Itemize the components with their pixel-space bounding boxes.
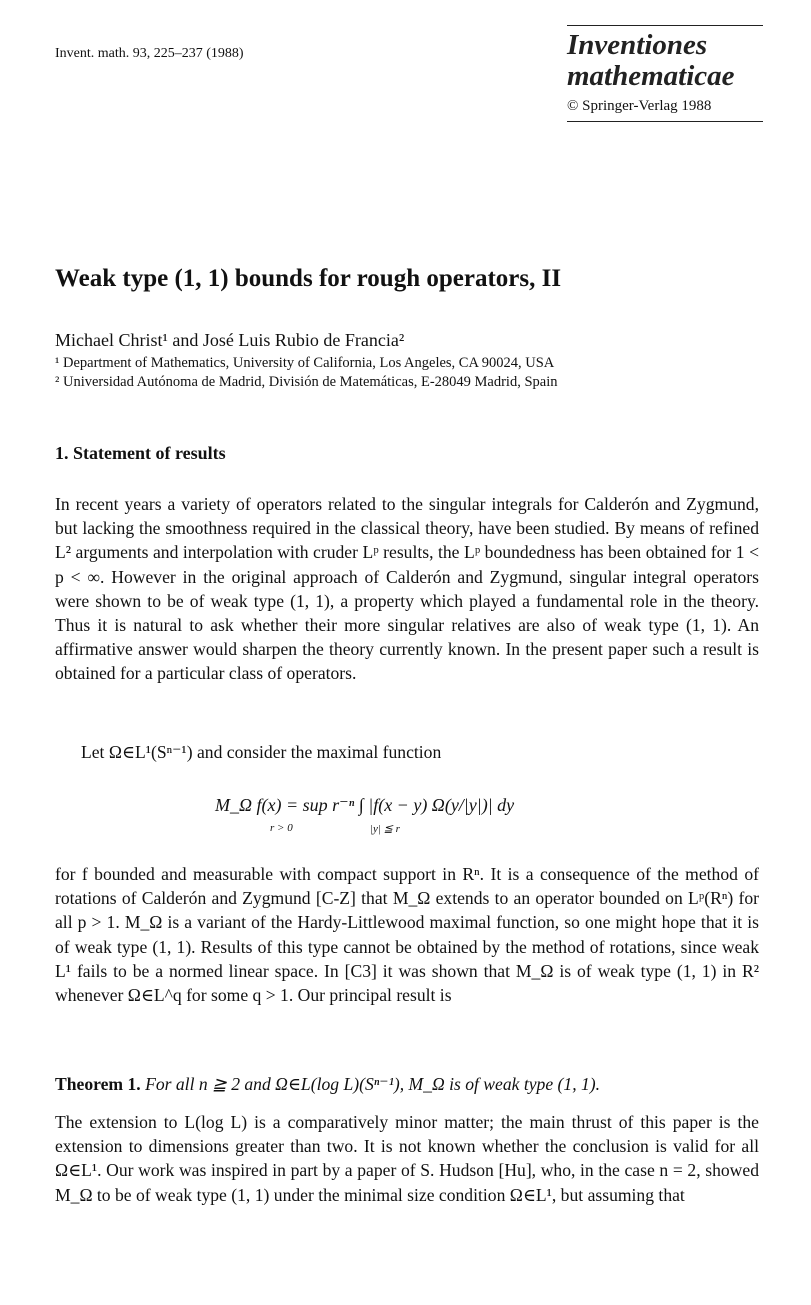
citation: Invent. math. 93, 225–237 (1988) xyxy=(55,46,244,61)
paragraph-3: The extension to L(log L) is a comparatively minor matter; the main thrust of this paper is the extension to dimensions greater than two. It is not known whether the conclusion is valid for all Ω∈L¹. Our work was inspired in part by a paper of S. Hudson [Hu], who, in the case n = 2, showed M_Ω to be of weak type (1, 1) under the minimal size condition Ω∈L¹, but assuming that xyxy=(55,1112,759,1205)
formula-subscript-sup: r > 0 xyxy=(270,822,293,834)
theorem-statement: For all n ≧ 2 and Ω∈L(log L)(Sⁿ⁻¹), M_Ω is of weak type (1, 1). xyxy=(145,1074,601,1094)
theorem-label: Theorem 1. xyxy=(55,1074,141,1094)
journal-name-line2: mathematicae xyxy=(567,60,735,92)
theorem-1 xyxy=(55,1072,759,1096)
paragraph-1: In recent years a variety of operators related to the singular integrals for Calderón and Zygmund, but lacking the smoothness required in the classical theory, have been studied. By means of refined L² arguments and interpolation with cruder Lᵖ results, the Lᵖ boundedness has been obtained for 1 < p < ∞. However in the original approach of Calderón and Zygmund, singular integral operators were shown to be of weak type (1, 1), a property which played a fundamental role in the theory. Thus it is natural to ask whether their more singular relatives are also of weak type (1, 1). An affirmative answer would sharpen the theory currently known. In the present paper such a result is obtained for a particular class of operators. xyxy=(55,494,759,684)
copyright: © Springer-Verlag 1988 xyxy=(567,98,712,114)
maximal-function-formula: M_Ω f(x) = sup r⁻ⁿ ∫ |f(x − y) Ω(y/|y|)| dy xyxy=(215,795,515,815)
journal-name-line1: Inventiones xyxy=(567,29,708,61)
paper-title: Weak type (1, 1) bounds for rough operators, II xyxy=(55,265,562,292)
authors: Michael Christ¹ and José Luis Rubio de Francia² xyxy=(55,330,405,350)
affiliation-1: ¹ Department of Mathematics, University of California, Los Angeles, CA 90024, USA xyxy=(55,355,555,371)
affiliation-2: ² Universidad Autónoma de Madrid, División de Matemáticas, E-28049 Madrid, Spain xyxy=(55,374,558,390)
journal-masthead xyxy=(567,25,763,122)
paragraph-1b: Let Ω∈L¹(Sⁿ⁻¹) and consider the maximal function xyxy=(81,742,442,762)
section-heading: 1. Statement of results xyxy=(55,443,226,463)
formula-subscript-integral: |y| ≦ r xyxy=(370,823,400,835)
paragraph-2: for f bounded and measurable with compact support in Rⁿ. It is a consequence of the method of rotations of Calderón and Zygmund [C-Z] that M_Ω extends to an operator bounded on Lᵖ(Rⁿ) for all p > 1. M_Ω is a variant of the Hardy-Littlewood maximal function, so one might hope that it is of weak type (1, 1). Results of this type cannot be obtained by the method of rotations, since weak L¹ fails to be a normed linear space. In [C3] it was shown that M_Ω is of weak type (1, 1) in R² whenever Ω∈L^q for some q > 1. Our principal result is xyxy=(55,864,759,1006)
